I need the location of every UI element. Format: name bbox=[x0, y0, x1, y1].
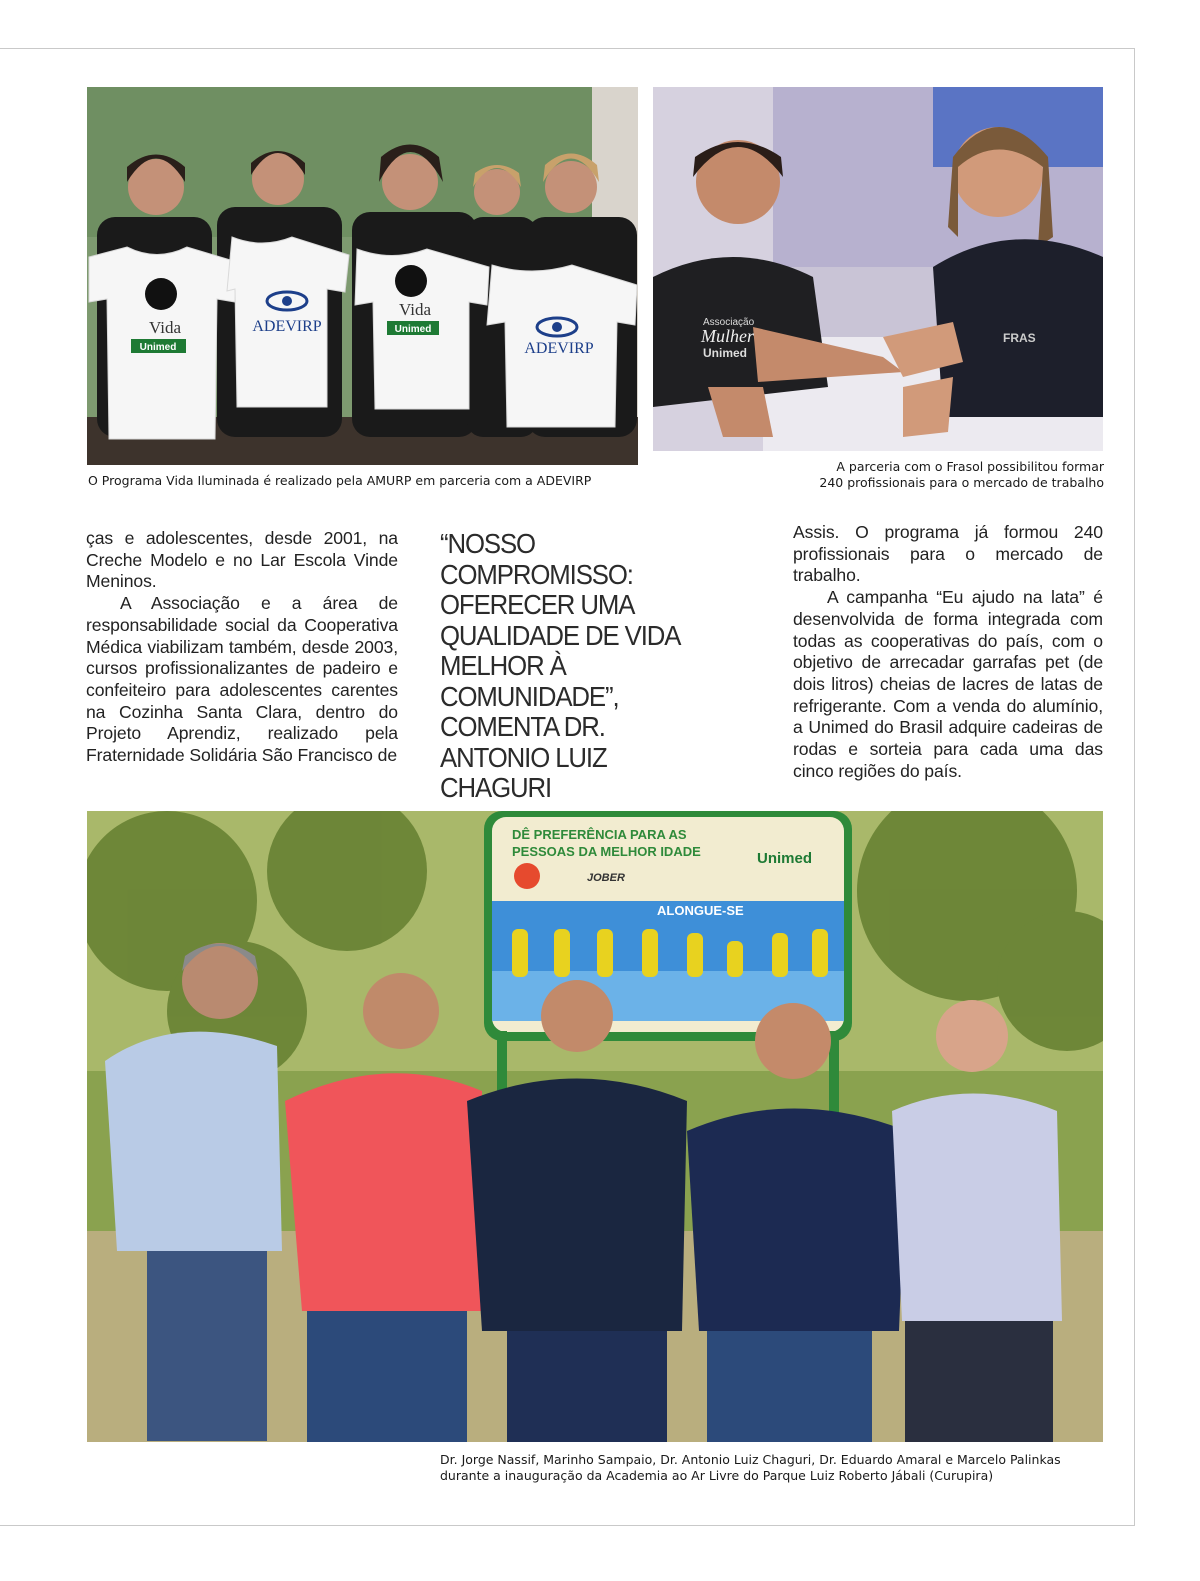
article-column-left bbox=[86, 528, 398, 767]
sign-section: ALONGUE-SE bbox=[657, 903, 744, 918]
caption-bottom bbox=[440, 1452, 1105, 1484]
pull-quote: “NOSSO COMPROMISSO: OFERECER UMA QUALIDADE DE VIDA MELHOR À COMUNIDADE”, COMENTA DR. ANTONIO LUIZ CHAGURI bbox=[440, 528, 679, 803]
caption-top-right-line2: 240 profissionais para o mercado de trabalho bbox=[819, 475, 1104, 490]
shirt4-brand: ADEVIRP bbox=[524, 340, 594, 357]
sign-headline-1: DÊ PREFERÊNCIA PARA AS bbox=[512, 827, 687, 842]
svg-text:JOBER: JOBER bbox=[587, 872, 625, 884]
shirt3-brand: Vida bbox=[398, 300, 432, 319]
shirt1-brand: Vida bbox=[148, 318, 182, 337]
svg-text:Associação: Associação bbox=[703, 317, 755, 328]
photo-academia-inauguration bbox=[87, 811, 1103, 1442]
paragraph: A campanha “Eu ajudo na lata” é desenvolvida de forma integrada com todas as cooperativas do país, com o objetivo de arrecadar garrafas pet (de dois litros) cheias de lacres de latas de refrigerante. Com a venda do alumínio, a Unimed do Brasil adquire cadeiras de rodas e sorteia para cada uma das cinco regiões do país. bbox=[793, 587, 1103, 781]
caption-bottom-line1: Dr. Jorge Nassif, Marinho Sampaio, Dr. Antonio Luiz Chaguri, Dr. Eduardo Amaral e Marcelo Palinkas bbox=[440, 1452, 1061, 1467]
svg-text:Unimed: Unimed bbox=[703, 346, 748, 360]
caption-top-left: O Programa Vida Iluminada é realizado pela AMURP em parceria com a ADEVIRP bbox=[88, 473, 592, 488]
photo-vida-iluminada bbox=[87, 87, 638, 465]
shirt2-brand: ADEVIRP bbox=[252, 318, 322, 335]
photo-frasol bbox=[653, 87, 1103, 451]
caption-bottom-line2: durante a inauguração da Academia ao Ar Livre do Parque Luiz Roberto Jábali (Curupira) bbox=[440, 1468, 994, 1483]
svg-text:FRAS: FRAS bbox=[1003, 331, 1036, 345]
sign-brand: Unimed bbox=[757, 850, 813, 867]
paragraph: ças e adolescentes, desde 2001, na Creche Modelo e no Lar Escola Vinde Meninos. bbox=[86, 528, 398, 592]
caption-top-right bbox=[700, 459, 1104, 491]
svg-text:Unimed: Unimed bbox=[139, 342, 177, 353]
sign-headline-2: PESSOAS DA MELHOR IDADE bbox=[512, 844, 701, 859]
article-column-right bbox=[793, 522, 1103, 782]
svg-text:Unimed: Unimed bbox=[394, 324, 432, 335]
paragraph: Assis. O programa já formou 240 profissionais para o mercado de trabalho. bbox=[793, 522, 1103, 586]
caption-top-right-line1: A parceria com o Frasol possibilitou formar bbox=[836, 459, 1104, 474]
svg-text:Mulher: Mulher bbox=[701, 326, 754, 346]
paragraph: A Associação e a área de responsabilidade social da Cooperativa Médica viabilizam também, desde 2003, cursos profissionalizantes de padeiro e confeiteiro para adolescentes carentes na Cozinha Santa Clara, dentro do Projeto Aprendiz, realizado pela Fraternidade Solidária São Francisco de bbox=[86, 593, 398, 766]
